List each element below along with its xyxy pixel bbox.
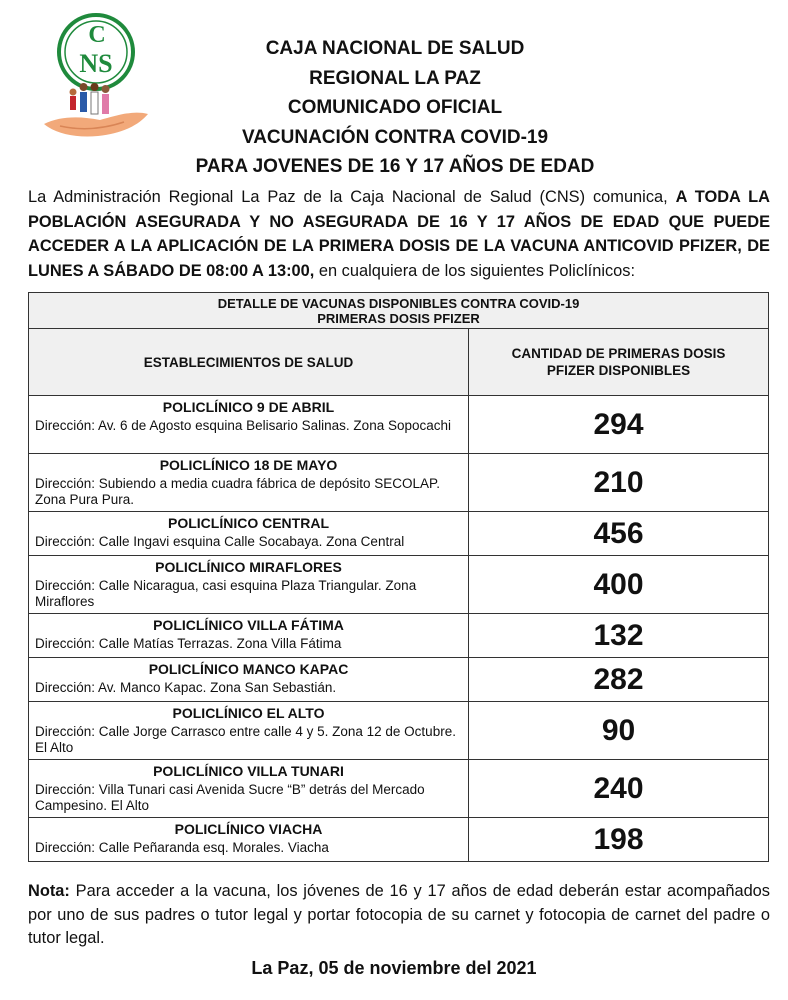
table-row <box>29 454 769 512</box>
header-line-audience: PARA JOVENES DE 16 Y 17 AÑOS DE EDAD <box>195 156 595 177</box>
header-line-regional: REGIONAL LA PAZ <box>309 67 481 89</box>
dose-quantity: 456 <box>469 512 769 556</box>
establishment-address: Dirección: Av. Manco Kapac. Zona San Sebastián. <box>35 680 337 695</box>
establishment-address: Dirección: Subiendo a media cuadra fábrica de depósito SECOLAP. Zona Pura Pura. <box>35 476 440 507</box>
establishment-address: Dirección: Calle Ingavi esquina Calle Socabaya. Zona Central <box>35 534 405 549</box>
establishment-cell <box>29 556 469 614</box>
establishment-address: Dirección: Calle Peñaranda esq. Morales. Viacha <box>35 840 329 855</box>
establishment-cell <box>29 658 469 702</box>
table-row <box>29 396 769 454</box>
column-header-quantity <box>469 329 769 396</box>
vaccine-table <box>28 292 769 862</box>
table-row <box>29 512 769 556</box>
table-header-row <box>29 329 769 396</box>
establishment-cell <box>29 396 469 454</box>
establishment-cell <box>29 760 469 818</box>
cns-logo <box>40 12 160 144</box>
header <box>150 34 640 182</box>
dose-quantity: 198 <box>469 818 769 862</box>
dose-quantity: 132 <box>469 614 769 658</box>
note-paragraph <box>28 880 770 951</box>
table-title-line1: DETALLE DE VACUNAS DISPONIBLES CONTRA COVID-19 <box>217 296 580 311</box>
table-row <box>29 702 769 760</box>
table-row <box>29 614 769 658</box>
establishment-name: POLICLÍNICO VILLA FÁTIMA <box>153 617 344 633</box>
intro-text-1: La Administración Regional La Paz de la Caja Nacional de Salud (CNS) comunica, <box>28 188 676 206</box>
establishment-name: POLICLÍNICO MANCO KAPAC <box>148 661 349 677</box>
dose-quantity: 210 <box>469 454 769 512</box>
column-header-quantity-line2: PFIZER DISPONIBLES <box>546 363 691 378</box>
column-header-quantity-line1: CANTIDAD DE PRIMERAS DOSIS <box>511 346 726 361</box>
table-title <box>29 293 769 329</box>
dose-quantity: 240 <box>469 760 769 818</box>
dose-quantity: 90 <box>469 702 769 760</box>
establishment-address: Dirección: Villa Tunari casi Avenida Sucre “B” detrás del Mercado Campesino. El Alto <box>35 782 425 813</box>
establishment-cell <box>29 454 469 512</box>
dose-quantity: 294 <box>469 396 769 454</box>
intro-paragraph <box>28 185 770 283</box>
table-title-row <box>29 293 769 329</box>
note-label: Nota: <box>28 882 70 900</box>
dose-quantity: 400 <box>469 556 769 614</box>
footer-date: La Paz, 05 de noviembre del 2021 <box>251 958 537 978</box>
establishment-name: POLICLÍNICO VIACHA <box>174 821 323 837</box>
establishment-cell <box>29 818 469 862</box>
header-line-communique: COMUNICADO OFICIAL <box>287 97 503 118</box>
establishment-cell <box>29 702 469 760</box>
table-row <box>29 818 769 862</box>
establishment-name: POLICLÍNICO 9 DE ABRIL <box>162 399 335 415</box>
establishment-cell <box>29 512 469 556</box>
establishment-name: POLICLÍNICO 18 DE MAYO <box>159 457 338 473</box>
establishment-address: Dirección: Calle Nicaragua, casi esquina Plaza Triangular. Zona Miraflores <box>35 578 417 609</box>
column-header-establishments: ESTABLECIMIENTOS DE SALUD <box>29 329 469 396</box>
dose-quantity: 282 <box>469 658 769 702</box>
svg-text:NS: NS <box>79 49 113 78</box>
note-text: Para acceder a la vacuna, los jóvenes de 16 y 17 años de edad deberán estar acompañados por uno de sus padres o tutor legal y portar fotocopia de su carnet y fotocopia de carnet del padre o tutor legal. <box>28 882 770 947</box>
establishment-name: POLICLÍNICO CENTRAL <box>168 515 329 531</box>
establishment-name: POLICLÍNICO EL ALTO <box>172 705 325 721</box>
header-line-vaccination: VACUNACIÓN CONTRA COVID-19 <box>241 126 549 148</box>
establishment-address: Dirección: Av. 6 de Agosto esquina Belisario Salinas. Zona Sopocachi <box>35 418 452 433</box>
table-row <box>29 658 769 702</box>
svg-text:C: C <box>88 22 106 48</box>
establishment-cell <box>29 614 469 658</box>
table-row <box>29 760 769 818</box>
intro-text-2: en cualquiera de los siguientes Policlínicos: <box>314 261 636 280</box>
establishment-address: Dirección: Calle Matías Terrazas. Zona Villa Fátima <box>35 636 342 651</box>
intro-text-bold: A TODA LA POBLACIÓN ASEGURADA Y NO ASEGURADA DE 16 Y 17 AÑOS DE EDAD QUE PUEDE ACCEDER A LA APLICACIÓN DE LA PRIMERA DOSIS DE LA VACUNA ANTICOVID PFIZER, DE LUNES A SÁBADO DE 08:00 A 13:00, <box>28 188 771 280</box>
establishment-address: Dirección: Calle Jorge Carrasco entre calle 4 y 5. Zona 12 de Octubre. El Alto <box>35 724 456 755</box>
establishment-name: POLICLÍNICO MIRAFLORES <box>155 559 342 575</box>
table-title-line2: PRIMERAS DOSIS PFIZER <box>317 311 480 326</box>
establishment-name: POLICLÍNICO VILLA TUNARI <box>153 763 344 779</box>
table-row <box>29 556 769 614</box>
header-line-institution: CAJA NACIONAL DE SALUD <box>265 38 525 59</box>
